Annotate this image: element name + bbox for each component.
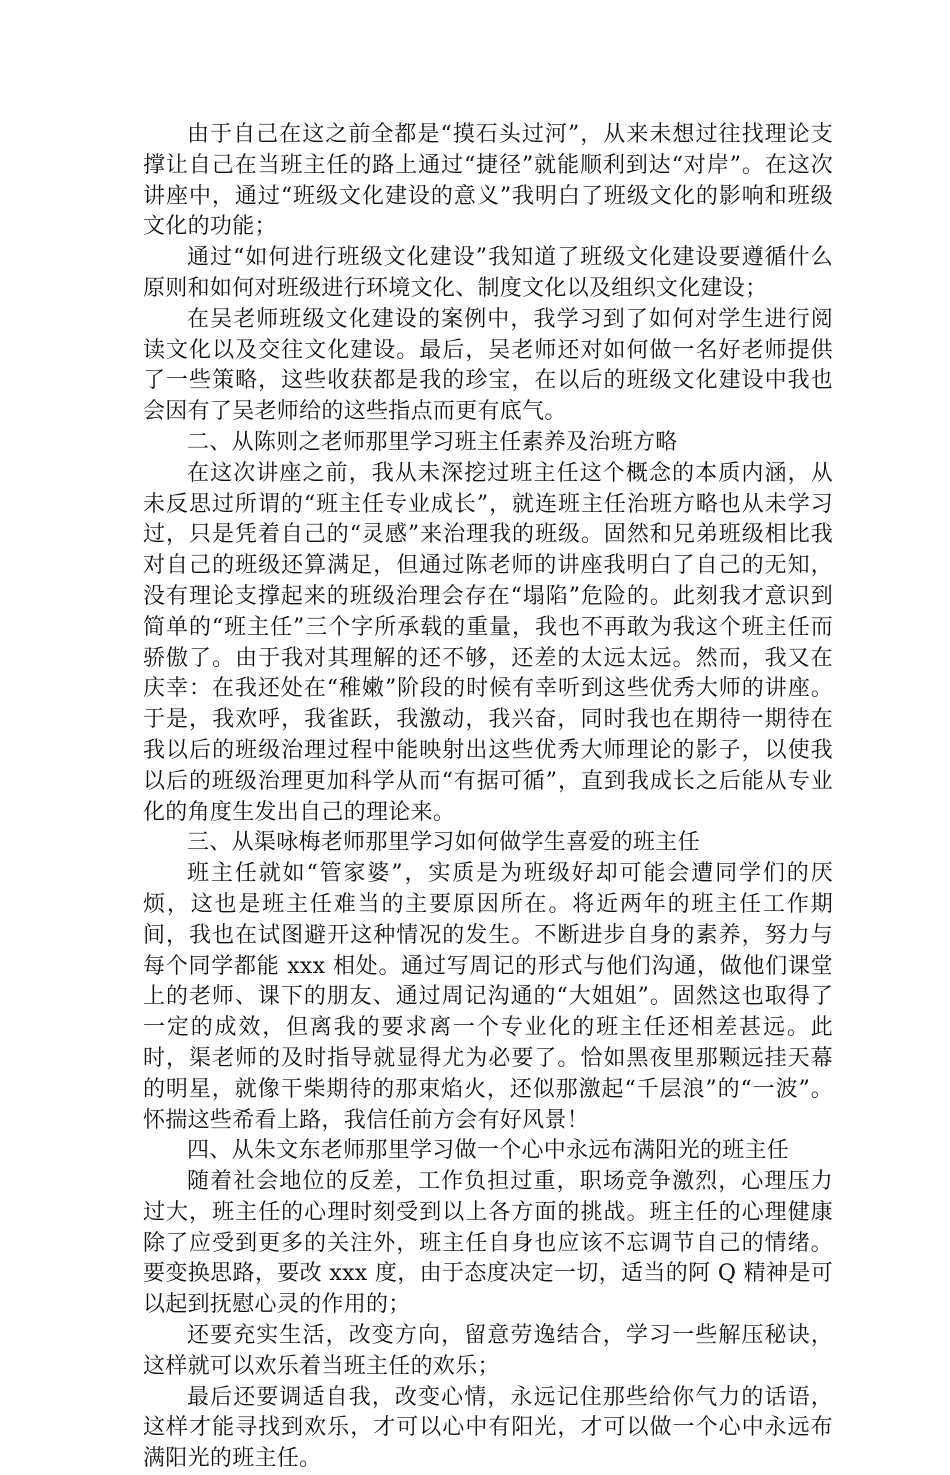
paragraph: 由于自己在这之前全都是“摸石头过河”，从来未想过往找理论支撑让自己在当班主任的路上通过“捷径”就能顺利到达“对岸”。在这次讲座中，通过“班级文化建设的意义”我明白了班级文化的影响和班级文化的功能； [143,122,833,240]
section-heading: 三、从渠咏梅老师那里学习如何做学生喜爱的班主任 [187,830,700,856]
section-heading: 四、从朱文东老师那里学习做一个心中永远布满阳光的班主任 [187,1138,790,1164]
paragraph: 通过“如何进行班级文化建设”我知道了班级文化建设要遵循什么原则和如何对班级进行环境文化、制度文化以及组织文化建设； [143,245,833,301]
paragraph: 最后还要调适自我，改变心情，永远记住那些给你气力的话语，这样才能寻找到欢乐，才可以心中有阳光，才可以做一个心中永远布满阳光的班主任。 [143,1384,833,1472]
paragraph: 在这次讲座之前，我从未深挖过班主任这个概念的本质内涵，从未反思过所谓的“班主任专业成长”，就连班主任治班方略也从未学习过，只是凭着自己的“灵感”来治理我的班级。固然和兄弟班级相比我对自己的班级还算满足，但通过陈老师的讲座我明白了自己的无知，没有理论支撑起来的班级治理会存在“塌陷”危险的。此刻我才意识到简单的“班主任”三个字所承载的重量，我也不再敢为我这个班主任而骄傲了。由于我对其理解的还不够，还差的太远太远。然而，我又在庆幸：在我还处在“稚嫩”阶段的时候有幸听到这些优秀大师的讲座。于是，我欢呼，我雀跃，我激动，我兴奋，同时我也在期待一期待在我以后的班级治理过程中能映射出这些优秀大师理论的影子，以使我以后的班级治理更加科学从而“有据可循”，直到我成长之后能从专业化的角度生发出自己的理论来。 [143,460,833,825]
paragraph: 班主任就如“管家婆”，实质是为班级好却可能会遭同学们的厌烦，这也是班主任难当的主要原因所在。将近两年的班主任工作期间，我也在试图避开这种情况的发生。不断进步自身的素养，努力与每个同学都能 xxx 相处。通过写周记的形式与他们沟通，做他们课堂上的老师、课下的朋友、通过周记沟通的“大姐姐”。固然这也取得了一定的成效，但离我的要求离一个专业化的班主任还相差甚远。此时，渠老师的及时指导就显得尤为必要了。恰如黑夜里那颗远挂天幕的明星，就像干柴期待的那束焰火，还似那激起“千层浪”的“一波”。怀揣这些希看上路，我信任前方会有好风景！ [143,861,833,1133]
paragraph: 在吴老师班级文化建设的案例中，我学习到了如何对学生进行阅读文化以及交往文化建设。最后，吴老师还对如何做一名好老师提供了一些策略，这些收获都是我的珍宝，在以后的班级文化建设中我也会因有了吴老师给的这些指点而更有底气。 [143,306,833,425]
section-heading: 二、从陈则之老师那里学习班主任素养及治班方略 [187,429,678,455]
paragraph: 还要充实生活，改变方向，留意劳逸结合，学习一些解压秘诀，这样就可以欢乐着当班主任的欢乐； [143,1323,833,1379]
paragraph: 随着社会地位的反差，工作负担过重，职场竞争激烈，心理压力过大，班主任的心理时刻受到以上各方面的挑战。班主任的心理健康除了应受到更多的关注外，班主任自身也应该不忘调节自己的情绪。要变换思路，要改 xxx 度，由于态度决定一切，适当的阿 Q 精神是可以起到抚慰心灵的作用的； [143,1169,833,1318]
document-body [143,120,833,1475]
